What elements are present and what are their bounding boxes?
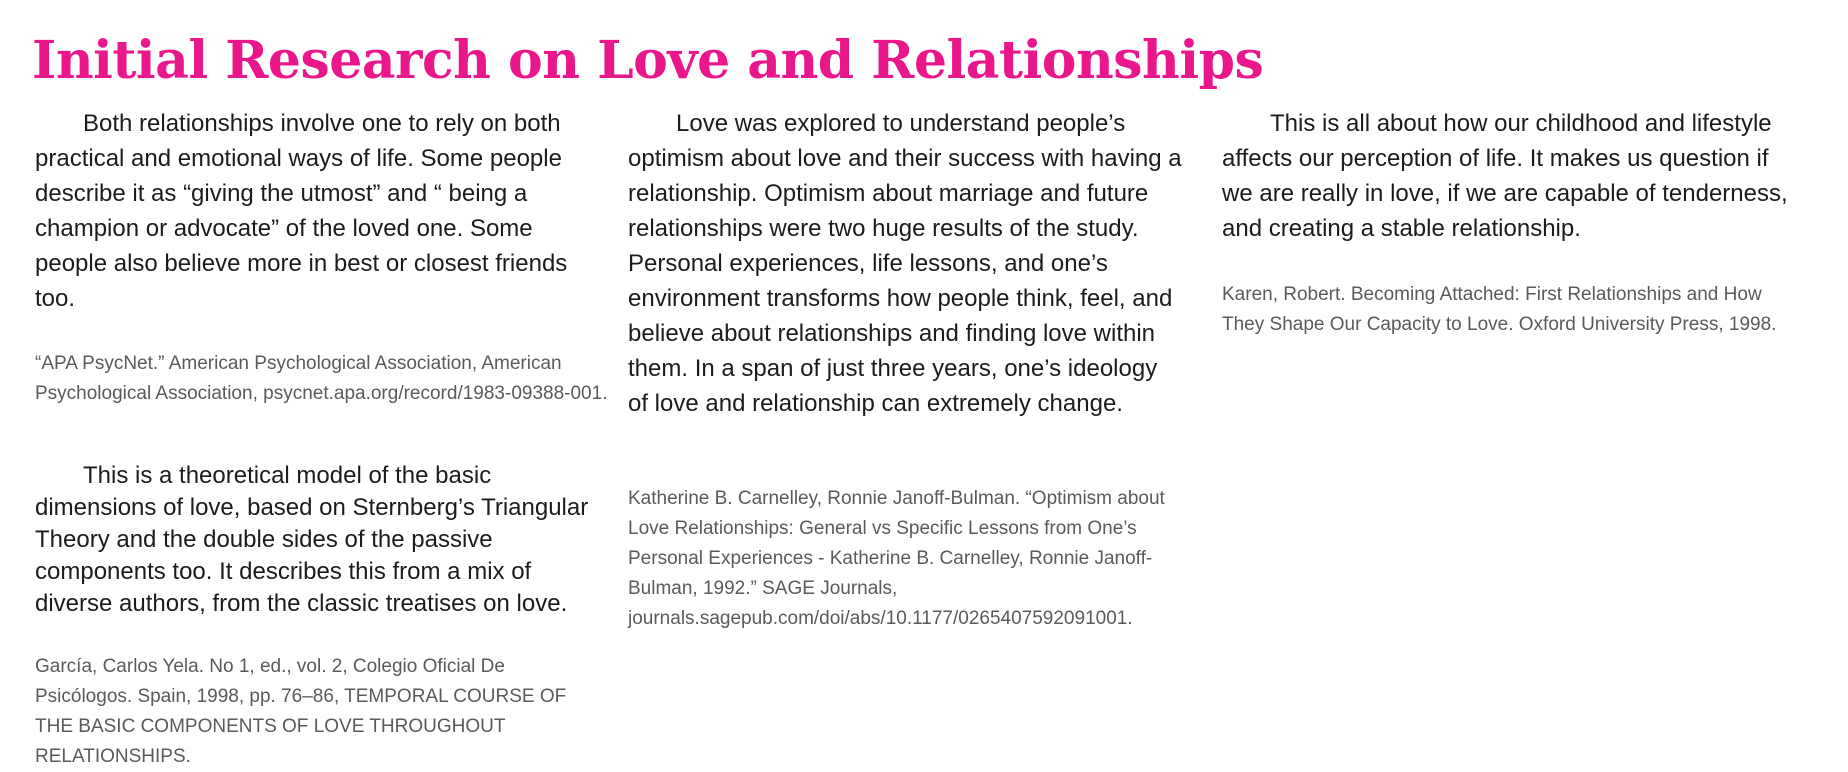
summary-paragraph-carnelley: Love was explored to understand people’s optimism about love and their success with having a relationship. Optimism about marriage and future relationships were two huge results of the study. Personal experiences, life lessons, and one’s environment transforms how people think, feel, and believe about relationships and finding love within them. In a span of just three years, one’s ideology of love and relationship can extremely change. — [628, 110, 1182, 417]
page-title: Initial Research on Love and Relationships — [32, 30, 1264, 91]
citation-garcia: García, Carlos Yela. No 1, ed., vol. 2, Colegio Oficial De Psicólogos. Spain, 1998, pp. 76–86, TEMPORAL COURSE OF THE BASIC COMPONENTS OF LOVE THROUGHOUT RELATIONSHIPS. — [35, 656, 567, 767]
citation-karen: Karen, Robert. Becoming Attached: First Relationships and How They Shape Our Capacity to Love. Oxford University Press, 1998. — [1222, 284, 1777, 335]
summary-paragraph-karen: This is all about how our childhood and lifestyle affects our perception of life. It makes us question if we are really in love, if we are capable of tenderness, and creating a stable relationship. — [1222, 110, 1788, 242]
citation-apa: “APA PsycNet.” American Psychological Association, American Psychological Association, psycnet.apa.org/record/1983-09388-001. — [35, 353, 608, 404]
citation-carnelley: Katherine B. Carnelley, Ronnie Janoff-Bulman. “Optimism about Love Relationships: General vs Specific Lessons from One’s Personal Experiences - Katherine B. Carnelley, Ronnie Janoff-Bulman, 1992.” SAGE Journals, journals.sagepub.com/doi/abs/10.1177/0265407592091001. — [628, 488, 1165, 629]
summary-paragraph-apa: Both relationships involve one to rely on both practical and emotional ways of life. Some people describe it as “giving the utmost” and “ being a champion or advocate” of the loved one. Some people also believe more in best or closest friends too. — [35, 110, 568, 312]
summary-paragraph-garcia: This is a theoretical model of the basic dimensions of love, based on Sternberg’s Triangular Theory and the double sides of the passive components too. It describes this from a mix of diverse authors, from the classic treatises on love. — [35, 462, 589, 617]
